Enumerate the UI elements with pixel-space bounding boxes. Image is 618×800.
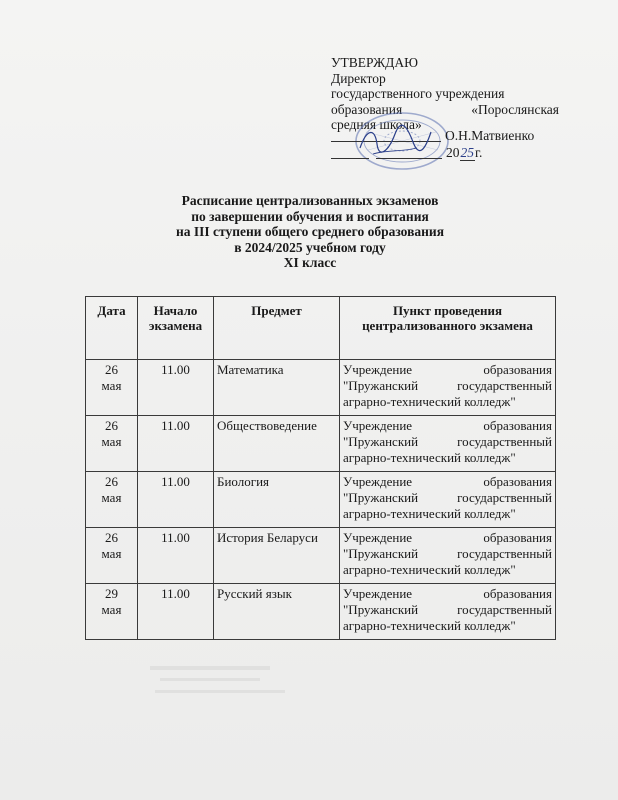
table-row (86, 472, 556, 528)
row-time: 11.00 (138, 416, 214, 472)
row-time: 11.00 (138, 472, 214, 528)
row-month: мая (101, 546, 122, 561)
date-prefix: 20 (446, 145, 460, 160)
date-day-line (331, 158, 369, 159)
row-day: 26 (105, 530, 118, 545)
row-date (86, 584, 138, 640)
date-year-handwritten: 25 (460, 145, 474, 160)
row-day: 29 (105, 586, 118, 601)
row-subject: Русский язык (214, 584, 340, 640)
row-date (86, 416, 138, 472)
table-row (86, 528, 556, 584)
title-line1: Расписание централизованных экзаменов (181, 193, 439, 208)
approval-org-line3: средняя школа» (331, 117, 422, 132)
approval-position: Директор (331, 70, 386, 86)
row-date (86, 472, 138, 528)
title-line2: по завершении обучения и воспитания (191, 208, 429, 224)
signer-name: О.Н.Матвиенко (445, 128, 535, 143)
approval-org-line2-left: образования (331, 101, 403, 117)
header-start-time: Начало экзамена (138, 297, 214, 360)
header-subject: Предмет (214, 297, 340, 360)
bleed-through-smudge-icon (140, 660, 300, 710)
table-header-row (86, 297, 556, 360)
row-location: Учреждение образования "Пружанский государственный аграрно-технический колледж" (340, 472, 556, 528)
row-date (86, 360, 138, 416)
row-subject: История Беларуси (214, 528, 340, 584)
approval-heading: УТВЕРЖДАЮ (331, 55, 419, 70)
header-date: Дата (86, 297, 138, 360)
row-day: 26 (105, 362, 118, 377)
table-row (86, 360, 556, 416)
row-time: 11.00 (138, 360, 214, 416)
title-line5: XI класс (283, 255, 337, 270)
approval-date-row (331, 145, 559, 161)
approval-date (446, 145, 482, 161)
row-month: мая (101, 434, 122, 449)
header-exam-location: Пункт проведения централизованного экзамена (340, 297, 556, 360)
row-location: Учреждение образования "Пружанский государственный аграрно-технический колледж" (340, 584, 556, 640)
row-subject: Обществоведение (214, 416, 340, 472)
row-date (86, 528, 138, 584)
approval-org-line2-right: «Порослянская (471, 101, 559, 117)
row-time: 11.00 (138, 584, 214, 640)
row-location: Учреждение образования "Пружанский государственный аграрно-технический колледж" (340, 360, 556, 416)
date-suffix: г. (475, 145, 483, 160)
table-row (86, 416, 556, 472)
row-month: мая (101, 490, 122, 505)
row-month: мая (101, 602, 122, 617)
row-location: Учреждение образования "Пружанский государственный аграрно-технический колледж" (340, 528, 556, 584)
row-subject: Математика (214, 360, 340, 416)
title-line4: в 2024/2025 учебном году (234, 239, 386, 255)
title-line3: на III ступени общего среднего образования (176, 224, 444, 239)
approval-org-line1: государственного учреждения (331, 86, 505, 101)
row-location: Учреждение образования "Пружанский государственный аграрно-технический колледж" (340, 416, 556, 472)
exam-schedule-table (85, 296, 556, 640)
table-row (86, 584, 556, 640)
date-month-line (376, 158, 442, 159)
row-day: 26 (105, 418, 118, 433)
row-day: 26 (105, 474, 118, 489)
row-time: 11.00 (138, 528, 214, 584)
row-month: мая (101, 378, 122, 393)
document-title (120, 193, 500, 271)
row-subject: Биология (214, 472, 340, 528)
